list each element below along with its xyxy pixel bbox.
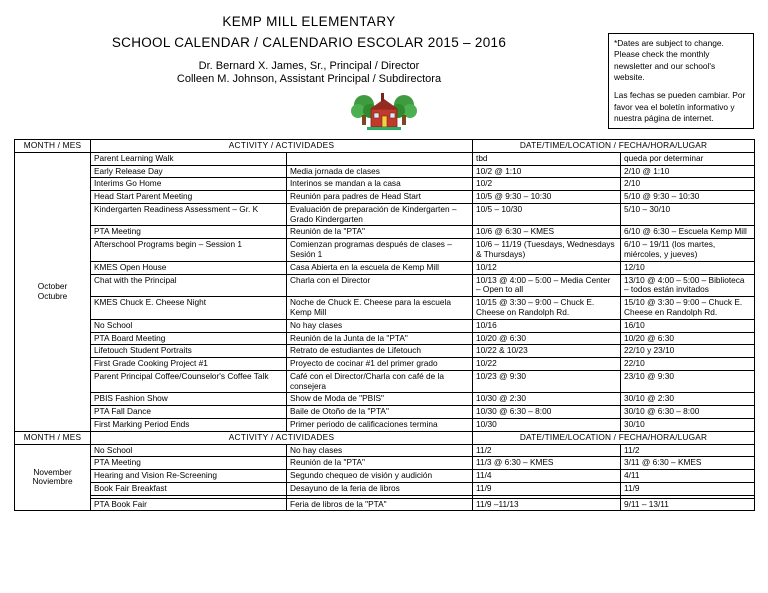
date-es-cell: 22/10 — [621, 358, 755, 371]
date-en-cell: 10/30 — [473, 418, 621, 431]
date-en-cell: 10/2 @ 1:10 — [473, 165, 621, 178]
date-es-cell: 5/10 – 30/10 — [621, 203, 755, 226]
table-row — [15, 319, 755, 332]
activity-es-cell: Noche de Chuck E. Cheese para la escuela Kemp Mill — [287, 297, 473, 320]
table-row — [15, 203, 755, 226]
column-header-date: DATE/TIME/LOCATION / FECHA/HORA/LUGAR — [473, 431, 755, 444]
activity-es-cell: Evaluación de preparación de Kindergarten – Grado Kindergarten — [287, 203, 473, 226]
calendar-body — [15, 140, 755, 511]
activity-en-cell: No School — [91, 319, 287, 332]
table-row — [15, 444, 755, 457]
principal-line: Dr. Bernard X. James, Sr., Principal / Director — [198, 60, 420, 72]
activity-en-cell: Interims Go Home — [91, 178, 287, 191]
activity-en-cell: Book Fair Breakfast — [91, 482, 287, 495]
date-es-cell: 16/10 — [621, 319, 755, 332]
date-es-cell: 9/11 – 13/11 — [621, 498, 755, 511]
activity-es-cell: Segundo chequeo de visión y audición — [287, 470, 473, 483]
activity-es-cell: Charla con el Director — [287, 274, 473, 297]
date-en-cell: 10/6 @ 6:30 – KMES — [473, 226, 621, 239]
date-en-cell: 10/22 — [473, 358, 621, 371]
activity-es-cell: Baile de Otoño de la "PTA" — [287, 406, 473, 419]
activity-en-cell: PTA Meeting — [91, 226, 287, 239]
activity-es-cell — [287, 152, 473, 165]
activity-en-cell: Hearing and Vision Re-Screening — [91, 470, 287, 483]
activity-es-cell: Reunión de la "PTA" — [287, 457, 473, 470]
table-row — [15, 191, 755, 204]
date-en-cell: 10/2 — [473, 178, 621, 191]
table-row — [15, 165, 755, 178]
activity-es-cell: Show de Moda de "PBIS" — [287, 393, 473, 406]
date-es-cell: 10/20 @ 6:30 — [621, 332, 755, 345]
activity-en-cell: Kindergarten Readiness Assessment – Gr. K — [91, 203, 287, 226]
activity-en-cell: Chat with the Principal — [91, 274, 287, 297]
calendar-table — [14, 139, 755, 511]
date-en-cell: 10/30 @ 2:30 — [473, 393, 621, 406]
month-label-en: November — [33, 466, 72, 477]
activity-es-cell: Media jornada de clases — [287, 165, 473, 178]
month-label-en: October — [37, 280, 68, 291]
activity-en-cell: Afterschool Programs begin – Session 1 — [91, 239, 287, 262]
date-en-cell: 10/22 & 10/23 — [473, 345, 621, 358]
table-row — [15, 393, 755, 406]
date-en-cell: 10/15 @ 3:30 – 9:00 – Chuck E. Cheese on Randolph Rd. — [473, 297, 621, 320]
table-row — [15, 274, 755, 297]
activity-en-cell: PBIS Fashion Show — [91, 393, 287, 406]
schoolhouse-icon — [351, 89, 417, 140]
activity-es-cell: Comienzan programas después de clases – Sesión 1 — [287, 239, 473, 262]
column-header-date: DATE/TIME/LOCATION / FECHA/HORA/LUGAR — [473, 140, 755, 153]
date-en-cell: 10/5 @ 9:30 – 10:30 — [473, 191, 621, 204]
activity-en-cell: First Marking Period Ends — [91, 418, 287, 431]
date-en-cell: 10/12 — [473, 261, 621, 274]
table-row — [15, 297, 755, 320]
date-en-cell: 10/5 – 10/30 — [473, 203, 621, 226]
date-en-cell: tbd — [473, 152, 621, 165]
table-row — [15, 345, 755, 358]
activity-es-cell: Café con el Director/Charla con café de la consejera — [287, 370, 473, 393]
month-label-es: Noviembre — [32, 476, 73, 487]
activity-en-cell: KMES Open House — [91, 261, 287, 274]
activity-en-cell: Parent Principal Coffee/Counselor's Coffee Talk — [91, 370, 287, 393]
table-row — [15, 406, 755, 419]
table-row — [15, 418, 755, 431]
table-row — [15, 239, 755, 262]
activity-en-cell: First Grade Cooking Project #1 — [91, 358, 287, 371]
table-row — [15, 370, 755, 393]
activity-en-cell: Head Start Parent Meeting — [91, 191, 287, 204]
date-en-cell: 11/9 — [473, 482, 621, 495]
date-es-cell: 13/10 @ 4:00 – 5:00 – Biblioteca – todos están invitados — [621, 274, 755, 297]
table-row — [15, 482, 755, 495]
date-es-cell: queda por determinar — [621, 152, 755, 165]
date-es-cell: 11/2 — [621, 444, 755, 457]
note-english: *Dates are subject to change. Please check the monthly newsletter and our school's website. — [614, 38, 724, 83]
table-row — [15, 332, 755, 345]
activity-es-cell: Proyecto de cocinar #1 del primer grado — [287, 358, 473, 371]
note-box — [608, 33, 754, 129]
activity-en-cell: PTA Meeting — [91, 457, 287, 470]
activity-es-cell: Casa Abierta en la escuela de Kemp Mill — [287, 261, 473, 274]
date-es-cell: 30/10 @ 6:30 – 8:00 — [621, 406, 755, 419]
school-name: KEMP MILL ELEMENTARY — [222, 14, 396, 29]
month-label-es: Octubre — [37, 290, 68, 301]
activity-en-cell: Early Release Day — [91, 165, 287, 178]
date-en-cell: 11/9 –11/13 — [473, 498, 621, 511]
table-row — [15, 457, 755, 470]
date-es-cell: 5/10 @ 9:30 – 10:30 — [621, 191, 755, 204]
table-row — [15, 261, 755, 274]
date-en-cell: 11/3 @ 6:30 – KMES — [473, 457, 621, 470]
date-es-cell: 11/9 — [621, 482, 755, 495]
date-en-cell: 10/13 @ 4:00 – 5:00 – Media Center – Open to all — [473, 274, 621, 297]
table-row — [15, 498, 755, 511]
date-es-cell: 30/10 — [621, 418, 755, 431]
table-row — [15, 152, 755, 165]
date-es-cell: 22/10 y 23/10 — [621, 345, 755, 358]
activity-en-cell: KMES Chuck E. Cheese Night — [91, 297, 287, 320]
activity-es-cell: Desayuno de la feria de libros — [287, 482, 473, 495]
activity-es-cell: Reunión de la "PTA" — [287, 226, 473, 239]
date-es-cell: 30/10 @ 2:30 — [621, 393, 755, 406]
date-es-cell: 23/10 @ 9:30 — [621, 370, 755, 393]
table-row — [15, 470, 755, 483]
activity-es-cell: Reunión de la Junta de la "PTA" — [287, 332, 473, 345]
date-en-cell: 10/23 @ 9:30 — [473, 370, 621, 393]
date-es-cell: 15/10 @ 3:30 – 9:00 – Chuck E. Cheese en Randolph Rd. — [621, 297, 755, 320]
activity-en-cell: No School — [91, 444, 287, 457]
date-es-cell: 2/10 — [621, 178, 755, 191]
date-en-cell: 10/16 — [473, 319, 621, 332]
date-es-cell: 6/10 – 19/11 (los martes, miércoles, y jueves) — [621, 239, 755, 262]
table-row — [15, 226, 755, 239]
activity-es-cell: Feria de libros de la "PTA" — [287, 498, 473, 511]
date-en-cell: 10/30 @ 6:30 – 8:00 — [473, 406, 621, 419]
date-en-cell: 11/4 — [473, 470, 621, 483]
table-header-row — [15, 140, 755, 153]
activity-en-cell: PTA Fall Dance — [91, 406, 287, 419]
activity-es-cell: No hay clases — [287, 444, 473, 457]
table-row — [15, 358, 755, 371]
activity-en-cell: PTA Book Fair — [91, 498, 287, 511]
column-header-activity: ACTIVITY / ACTIVIDADES — [91, 431, 473, 444]
activity-es-cell: No hay clases — [287, 319, 473, 332]
activity-es-cell: Primer periodo de calificaciones termina — [287, 418, 473, 431]
month-cell — [15, 444, 91, 511]
column-header-month: MONTH / MES — [15, 140, 91, 153]
activity-en-cell: Lifetouch Student Portraits — [91, 345, 287, 358]
date-es-cell: 2/10 @ 1:10 — [621, 165, 755, 178]
month-cell — [15, 152, 91, 431]
page-title: SCHOOL CALENDAR / CALENDARIO ESCOLAR 2015 – 2016 — [111, 35, 507, 50]
date-es-cell: 6/10 @ 6:30 – Escuela Kemp Mill — [621, 226, 755, 239]
date-en-cell: 11/2 — [473, 444, 621, 457]
date-en-cell: 10/6 – 11/19 (Tuesdays, Wednesdays & Thursdays) — [473, 239, 621, 262]
activity-es-cell: Interinos se mandan a la casa — [287, 178, 473, 191]
date-en-cell: 10/20 @ 6:30 — [473, 332, 621, 345]
activity-es-cell: Retrato de estudiantes de Lifetouch — [287, 345, 473, 358]
assistant-principal-line: Colleen M. Johnson, Assistant Principal / Subdirectora — [176, 73, 442, 85]
date-es-cell: 3/11 @ 6:30 – KMES — [621, 457, 755, 470]
table-row — [15, 178, 755, 191]
date-es-cell: 4/11 — [621, 470, 755, 483]
table-header-row — [15, 431, 755, 444]
column-header-activity: ACTIVITY / ACTIVIDADES — [91, 140, 473, 153]
note-spanish: Las fechas se pueden cambiar. Por favor vea el boletín informativo y nuestra página de internet. — [614, 90, 746, 124]
activity-en-cell: Parent Learning Walk — [91, 152, 287, 165]
date-es-cell: 12/10 — [621, 261, 755, 274]
activity-en-cell: PTA Board Meeting — [91, 332, 287, 345]
column-header-month: MONTH / MES — [15, 431, 91, 444]
activity-es-cell: Reunión para padres de Head Start — [287, 191, 473, 204]
